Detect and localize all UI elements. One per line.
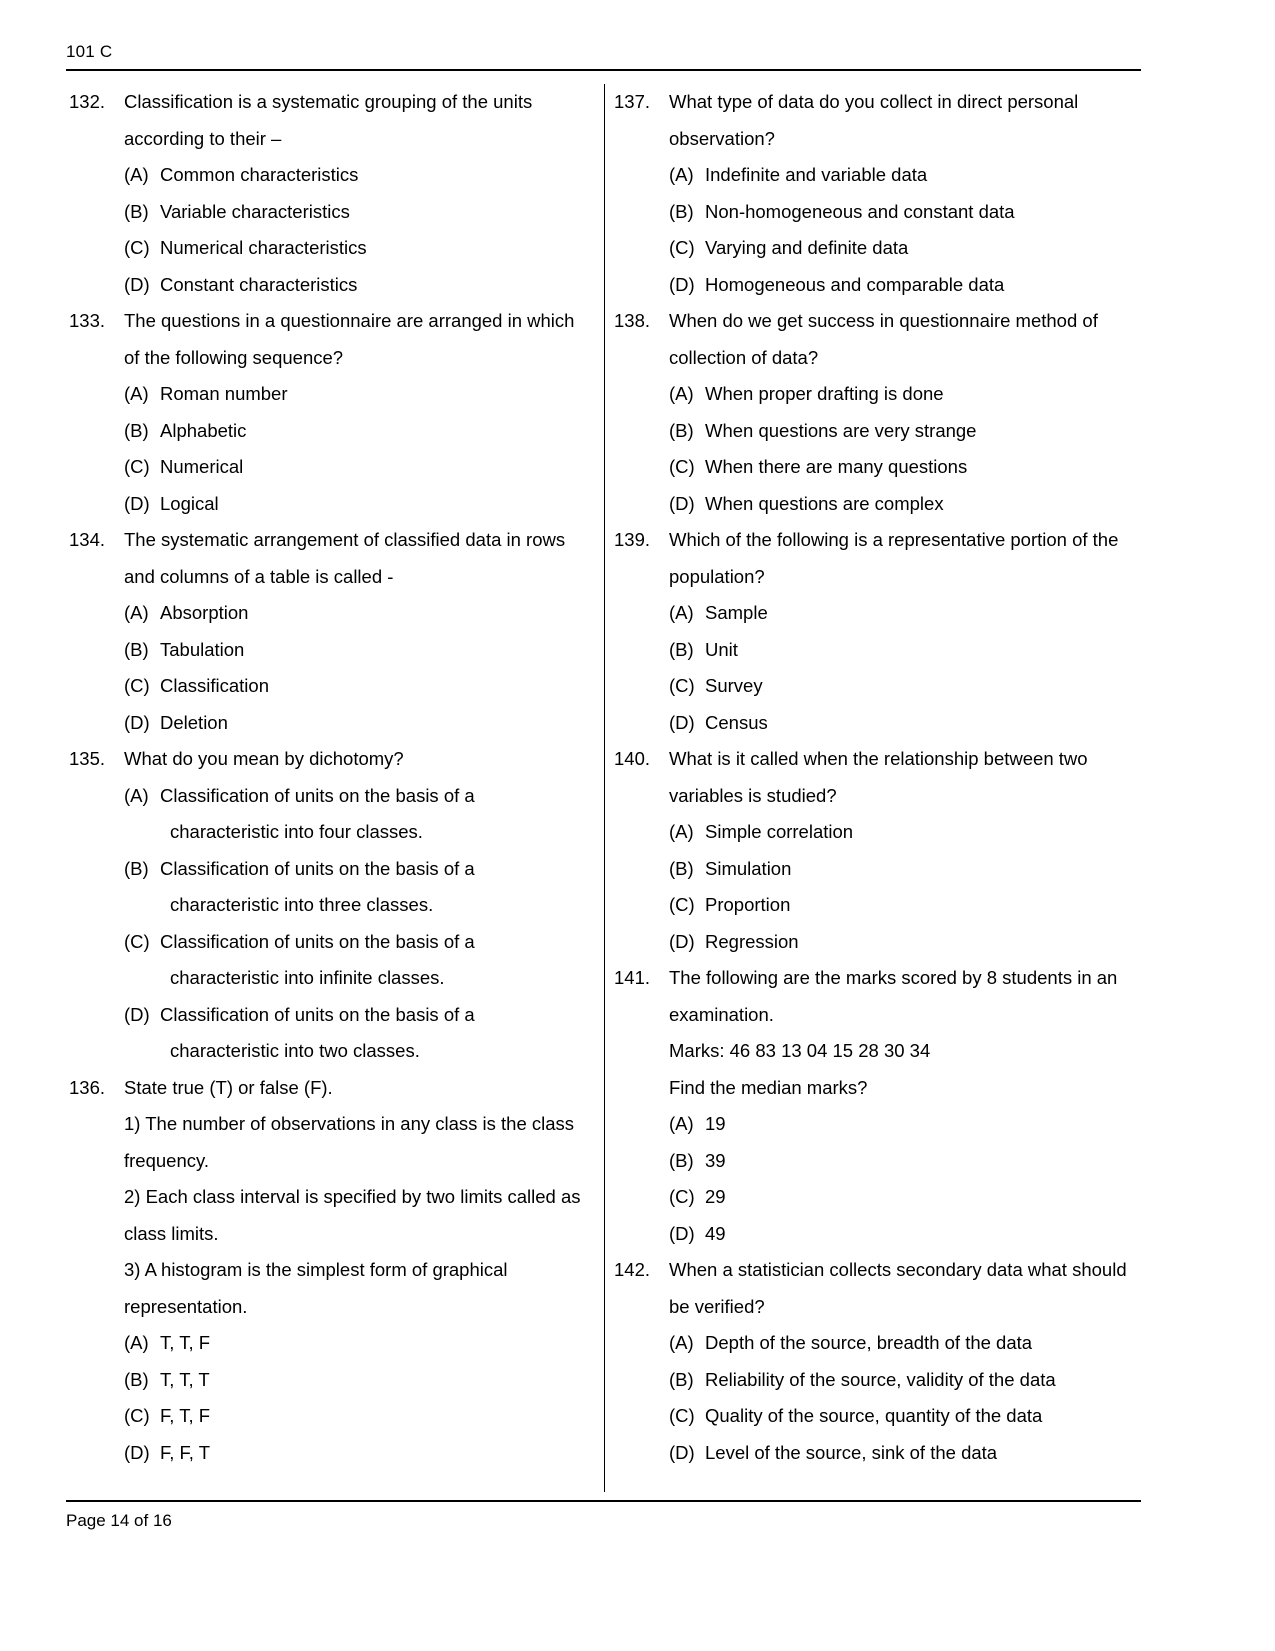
option-row[interactable] (669, 194, 1138, 231)
option-text: 39 (705, 1149, 726, 1171)
question-block (66, 303, 593, 522)
option-key: (A) (669, 1113, 694, 1134)
option-row[interactable] (124, 1325, 593, 1362)
option-text: Sample (705, 602, 768, 623)
option-body (160, 194, 593, 231)
option-body (160, 1362, 593, 1399)
option-row[interactable] (124, 449, 593, 486)
option-body (705, 814, 1138, 851)
option-body (705, 705, 1138, 742)
option-row[interactable] (124, 778, 593, 851)
option-row[interactable] (669, 851, 1138, 888)
option-text: Classification of units on the basis of a (160, 930, 475, 952)
option-list (669, 376, 1138, 522)
option-text: Varying and definite data (705, 237, 909, 258)
option-text: F, F, T (160, 1441, 211, 1463)
option-key: (C) (669, 1405, 695, 1426)
option-text: Regression (705, 930, 799, 952)
option-key: (B) (669, 857, 694, 879)
option-body (705, 376, 1138, 413)
option-key: (C) (669, 675, 695, 696)
option-key: (B) (124, 200, 149, 222)
question-block (611, 1252, 1138, 1471)
question-text: Which of the following is a representative portion of the population? (669, 529, 1119, 587)
option-text: When questions are complex (705, 492, 944, 514)
option-row[interactable] (669, 705, 1138, 742)
option-key: (D) (124, 1003, 150, 1025)
question-number: 133. (69, 310, 106, 331)
option-body (160, 997, 593, 1070)
option-body (160, 668, 593, 705)
option-key: (D) (669, 1441, 695, 1463)
option-text: Alphabetic (160, 419, 247, 441)
option-list (124, 1325, 593, 1471)
question-column-left (66, 84, 593, 1471)
option-body (705, 413, 1138, 450)
option-key: (C) (669, 237, 695, 258)
question-number: 137. (614, 91, 651, 112)
option-text: Survey (705, 675, 763, 696)
option-body (160, 230, 593, 267)
option-row[interactable] (669, 413, 1138, 450)
question-number: 136. (69, 1076, 106, 1098)
option-body (160, 595, 593, 632)
option-text: Deletion (160, 711, 228, 733)
option-body (160, 1435, 593, 1472)
question-text: Classification is a systematic grouping of the units according to their – (124, 91, 533, 149)
option-text: T, T, F (160, 1332, 211, 1353)
option-text: When proper drafting is done (705, 383, 944, 404)
option-text: Level of the source, sink of the data (705, 1441, 998, 1463)
option-text: 29 (705, 1186, 726, 1207)
option-text: Tabulation (160, 638, 245, 660)
question-number: 140. (614, 748, 651, 769)
question-text: The following are the marks scored by 8 students in an examination. (669, 967, 1118, 1025)
option-row[interactable] (124, 997, 593, 1070)
option-list (124, 376, 593, 522)
option-key: (D) (669, 930, 695, 952)
question-block (611, 303, 1138, 522)
option-row[interactable] (124, 157, 593, 194)
option-text: T, T, T (160, 1368, 210, 1390)
option-row[interactable] (124, 1435, 593, 1472)
option-body (160, 449, 593, 486)
question-block (66, 741, 593, 1070)
question-statement: 3) A histogram is the simplest form of graphical representation. (124, 1259, 508, 1317)
option-key: (C) (124, 237, 150, 258)
option-key: (D) (669, 273, 695, 295)
question-header (611, 1252, 1138, 1325)
question-header (611, 741, 1138, 814)
option-key: (A) (124, 1332, 149, 1353)
option-row[interactable] (124, 194, 593, 231)
question-block (66, 84, 593, 303)
option-list (669, 814, 1138, 960)
option-body (705, 595, 1138, 632)
option-row[interactable] (124, 924, 593, 997)
option-body (705, 1106, 1138, 1143)
option-body (160, 157, 593, 194)
question-text: When do we get success in questionnaire method of collection of data? (669, 310, 1098, 368)
option-text-continued: characteristic into four classes. (170, 821, 423, 842)
option-text: Census (705, 711, 768, 733)
option-body (705, 924, 1138, 961)
option-body (160, 376, 593, 413)
question-text: When a statistician collects secondary data what should be verified? (669, 1259, 1127, 1317)
option-row[interactable] (124, 1362, 593, 1399)
question-statement: Find the median marks? (669, 1076, 868, 1098)
question-header (66, 522, 593, 595)
option-body (160, 851, 593, 924)
option-row[interactable] (669, 486, 1138, 523)
option-text-continued: characteristic into two classes. (170, 1040, 420, 1061)
option-key: (A) (669, 602, 694, 623)
option-list (124, 157, 593, 303)
option-row[interactable] (669, 230, 1138, 267)
option-list (669, 1106, 1138, 1252)
option-body (705, 851, 1138, 888)
option-key: (C) (124, 930, 150, 952)
option-text: Classification of units on the basis of a (160, 784, 475, 806)
option-row[interactable] (124, 230, 593, 267)
option-row[interactable] (669, 1106, 1138, 1143)
option-text: Unit (705, 638, 738, 660)
option-row[interactable] (124, 632, 593, 669)
option-text: Depth of the source, breadth of the data (705, 1332, 1033, 1353)
option-row[interactable] (124, 486, 593, 523)
question-header (611, 960, 1138, 1033)
paper-code: 101 C (66, 42, 113, 61)
option-row[interactable] (669, 449, 1138, 486)
option-body (705, 1362, 1138, 1399)
option-text: Classification (160, 675, 269, 696)
option-body (160, 778, 593, 851)
option-row[interactable] (124, 668, 593, 705)
option-key: (D) (124, 492, 150, 514)
option-text: Classification of units on the basis of a (160, 1003, 475, 1025)
question-block (611, 960, 1138, 1252)
question-header (611, 522, 1138, 595)
question-statement: 2) Each class interval is specified by two limits called as class limits. (124, 1186, 581, 1244)
option-key: (B) (124, 419, 149, 441)
option-list (669, 595, 1138, 741)
page-footer (66, 1508, 1141, 1534)
option-key: (A) (124, 383, 149, 404)
question-block (66, 1070, 593, 1472)
option-text: When questions are very strange (705, 419, 977, 441)
option-row[interactable] (669, 814, 1138, 851)
option-key: (B) (124, 638, 149, 660)
option-key: (A) (124, 784, 149, 806)
option-key: (A) (124, 602, 149, 623)
option-text: Numerical (160, 456, 244, 477)
option-key: (C) (124, 1405, 150, 1426)
option-key: (D) (124, 273, 150, 295)
option-text: Homogeneous and comparable data (705, 273, 1005, 295)
option-body (160, 267, 593, 304)
option-list (669, 1325, 1138, 1471)
option-text: Classification of units on the basis of a (160, 857, 475, 879)
header-rule (66, 69, 1141, 71)
option-row[interactable] (669, 1398, 1138, 1435)
question-header (66, 1070, 593, 1107)
option-row[interactable] (669, 1179, 1138, 1216)
option-text-continued: characteristic into three classes. (170, 894, 434, 915)
option-row[interactable] (669, 157, 1138, 194)
option-body (705, 194, 1138, 231)
option-text: Reliability of the source, validity of the data (705, 1368, 1056, 1390)
question-text: The questions in a questionnaire are arranged in which of the following sequence? (124, 310, 575, 368)
question-column-right (611, 84, 1138, 1471)
option-key: (C) (669, 456, 695, 477)
option-row[interactable] (124, 267, 593, 304)
option-body (160, 632, 593, 669)
option-body (705, 230, 1138, 267)
question-block (611, 741, 1138, 960)
option-key: (C) (669, 1186, 695, 1207)
question-number: 132. (69, 91, 106, 112)
option-body (705, 449, 1138, 486)
page-header (66, 40, 1141, 64)
question-block (611, 522, 1138, 741)
option-key: (B) (124, 857, 149, 879)
option-body (705, 1325, 1138, 1362)
option-text: Variable characteristics (160, 200, 350, 222)
option-row[interactable] (669, 1325, 1138, 1362)
option-row[interactable] (124, 595, 593, 632)
option-text: 49 (705, 1222, 726, 1244)
page-number-label: Page 14 of 16 (66, 1511, 172, 1530)
footer-rule (66, 1500, 1141, 1502)
option-text: When there are many questions (705, 456, 968, 477)
option-text: Numerical characteristics (160, 237, 367, 258)
option-body (705, 632, 1138, 669)
option-key: (D) (669, 711, 695, 733)
option-key: (C) (124, 675, 150, 696)
option-body (160, 486, 593, 523)
question-text: State true (T) or false (F). (124, 1076, 333, 1098)
question-number: 142. (614, 1259, 651, 1280)
option-body (705, 157, 1138, 194)
question-number: 139. (614, 529, 651, 550)
option-key: (A) (669, 164, 694, 185)
option-row[interactable] (124, 376, 593, 413)
option-list (124, 595, 593, 741)
option-row[interactable] (669, 1435, 1138, 1472)
question-number: 135. (69, 748, 106, 769)
option-list (124, 778, 593, 1070)
option-key: (D) (124, 711, 150, 733)
option-row[interactable] (124, 851, 593, 924)
option-body (705, 1143, 1138, 1180)
option-text: Non-homogeneous and constant data (705, 200, 1015, 222)
option-key: (C) (669, 894, 695, 915)
question-header (66, 741, 593, 778)
option-row[interactable] (669, 595, 1138, 632)
option-body (705, 1179, 1138, 1216)
option-text-continued: characteristic into infinite classes. (170, 967, 445, 988)
question-header (611, 303, 1138, 376)
column-divider (604, 84, 605, 1492)
question-text: The systematic arrangement of classified data in rows and columns of a table is called - (124, 529, 566, 587)
option-text: Indefinite and variable data (705, 164, 928, 185)
option-key: (B) (669, 1368, 694, 1390)
question-header (66, 303, 593, 376)
option-body (705, 267, 1138, 304)
option-key: (B) (669, 200, 694, 222)
option-key: (A) (124, 164, 149, 185)
option-row[interactable] (124, 413, 593, 450)
option-key: (D) (669, 1222, 695, 1244)
question-header (66, 84, 593, 157)
question-text: What type of data do you collect in direct personal observation? (669, 91, 1079, 149)
question-block (611, 84, 1138, 303)
option-key: (A) (669, 383, 694, 404)
option-row[interactable] (124, 1398, 593, 1435)
option-key: (D) (669, 492, 695, 514)
option-key: (B) (669, 1149, 694, 1171)
option-text: Simulation (705, 857, 792, 879)
question-number: 138. (614, 310, 651, 331)
option-body (160, 705, 593, 742)
option-text: Simple correlation (705, 821, 854, 842)
option-key: (B) (669, 419, 694, 441)
option-body (705, 1435, 1138, 1472)
option-body (705, 668, 1138, 705)
option-text: Proportion (705, 894, 791, 915)
option-text: Roman number (160, 383, 288, 404)
option-row[interactable] (669, 887, 1138, 924)
option-key: (D) (124, 1441, 150, 1463)
option-text: 19 (705, 1113, 726, 1134)
option-key: (A) (669, 1332, 694, 1353)
option-list (669, 157, 1138, 303)
option-body (160, 924, 593, 997)
option-text: Constant characteristics (160, 273, 358, 295)
option-row[interactable] (669, 1143, 1138, 1180)
option-key: (B) (669, 638, 694, 660)
option-row[interactable] (669, 1216, 1138, 1253)
option-body (160, 1398, 593, 1435)
option-body (160, 1325, 593, 1362)
option-body (705, 1216, 1138, 1253)
option-row[interactable] (669, 1362, 1138, 1399)
option-key: (C) (124, 456, 150, 477)
option-key: (A) (669, 821, 694, 842)
option-text: Quality of the source, quantity of the data (705, 1405, 1043, 1426)
question-number: 141. (614, 967, 651, 988)
question-header (611, 84, 1138, 157)
option-body (705, 486, 1138, 523)
question-statement: Marks: 46 83 13 04 15 28 30 34 (669, 1040, 931, 1061)
option-row[interactable] (669, 924, 1138, 961)
option-text: Absorption (160, 602, 249, 623)
option-body (705, 1398, 1138, 1435)
option-text: Logical (160, 492, 219, 514)
option-row[interactable] (669, 376, 1138, 413)
option-body (705, 887, 1138, 924)
option-body (160, 413, 593, 450)
option-row[interactable] (124, 705, 593, 742)
option-text: Common characteristics (160, 164, 359, 185)
question-number: 134. (69, 529, 106, 550)
question-text: What is it called when the relationship between two variables is studied? (669, 748, 1088, 806)
question-statement: 1) The number of observations in any class is the class frequency. (124, 1113, 575, 1171)
option-key: (B) (124, 1368, 149, 1390)
option-row[interactable] (669, 668, 1138, 705)
option-row[interactable] (669, 632, 1138, 669)
question-block (66, 522, 593, 741)
option-text: F, T, F (160, 1405, 211, 1426)
question-text: What do you mean by dichotomy? (124, 748, 404, 769)
option-row[interactable] (669, 267, 1138, 304)
